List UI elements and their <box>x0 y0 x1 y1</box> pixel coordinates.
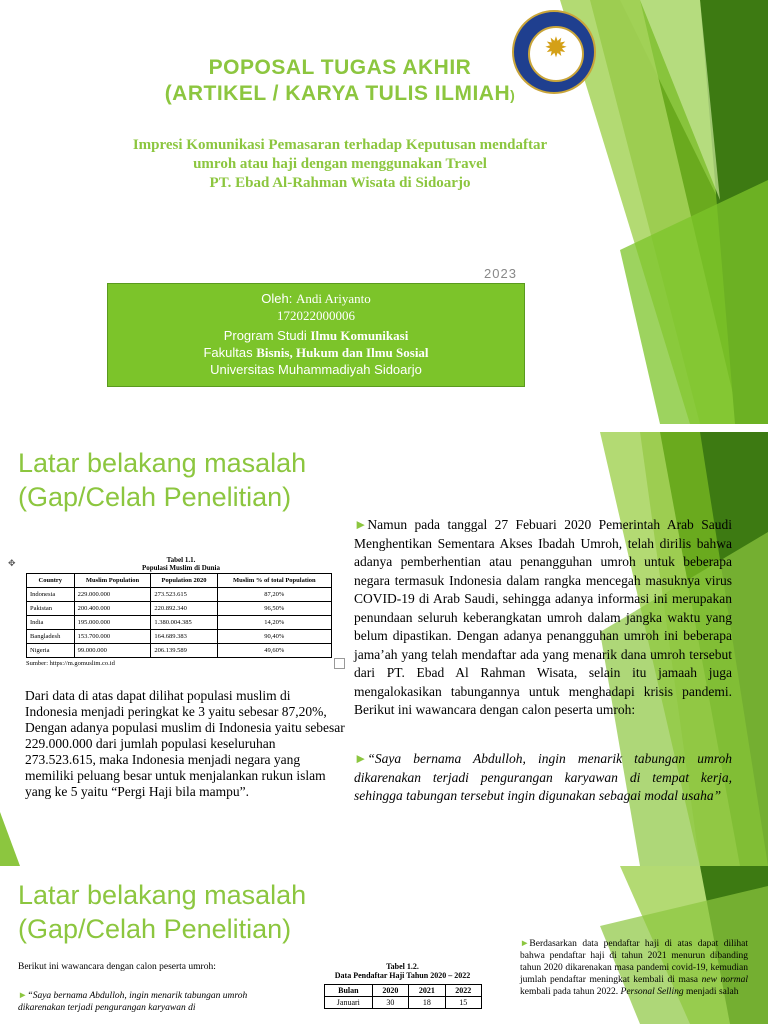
title-slide <box>0 0 768 424</box>
table-row <box>27 588 332 602</box>
slide-heading-line1: Latar belakang masalah <box>18 448 307 478</box>
population-table-block <box>26 556 336 667</box>
table-cell: 87,20% <box>217 588 331 602</box>
table-row <box>27 616 332 630</box>
table-caption: Data Pendaftar Haji Tahun 2020 – 2022 <box>334 971 471 980</box>
table-header-cell: 2021 <box>409 985 445 997</box>
table-header-cell: Country <box>27 574 75 588</box>
background-slide-1 <box>0 432 768 866</box>
subtitle-line2: umroh atau haji dengan menggunakan Travel <box>193 156 487 172</box>
right-paragraph: ►Namun pada tanggal 27 Febuari 2020 Pemerintah Arab Saudi Menghentikan Sementara Akses Ibadah Umroh, telah dirilis bahwa adanya pemberhentian atau penangguhan umroh untuk beberapa negara termasuk Indonesia dalam rangka mencegah masuknya virus COVID-19 di Arab Saudi, sehingga adanya informasi ini merupakan penundaan seluruh keberangkatan umroh dalam jangka waktu yang belum dipastikan. Dengan adanya penangguhan umroh ini beberapa jama’ah yang telah mendaftar ada yang menarik dana umroh tersebut dari PT. Ebad Al Rahman Wisata, selain itu jamaah juga mengalokasikan tabungannya untuk menghadapi krisis pandemi. Berikut ini wawancara dengan calon peserta umroh: <box>354 517 732 717</box>
table-header-cell: Muslim Population <box>74 574 151 588</box>
bullet-arrow-icon: ► <box>354 751 368 766</box>
slide-heading-line2: (Gap/Celah Penelitian) <box>18 914 292 944</box>
table-cell: 200.400.000 <box>74 602 151 616</box>
author-name: Andi Ariyanto <box>295 291 371 306</box>
table-caption: Populasi Muslim di Dunia <box>142 564 220 572</box>
table-title: Tabel 1.2. <box>386 962 419 971</box>
slide-heading-line1: Latar belakang masalah <box>18 880 307 910</box>
table-cell: Pakistan <box>27 602 75 616</box>
bullet-arrow-icon: ► <box>520 939 530 949</box>
left-paragraph: Dari data di atas dapat dilihat populasi muslim di Indonesia menjadi peringkat ke 3 yaitu sebesar 87,20%, Dengan adanya populasi muslim di Indonesia yaitu sebesar 229.000.000 dari jumlah populasi keseluruhan 273.523.615, maka Indonesia menjadi negara yang memiliki peluang besar untuk menjalankan rukun islam yang ke 5 yaitu “Pergi Haji bila mampu”. <box>25 688 345 799</box>
bullet-arrow-icon: ► <box>18 991 28 1001</box>
table-cell: 49,60% <box>217 644 331 658</box>
table-cell: 220.892.340 <box>151 602 217 616</box>
move-handle-icon[interactable]: ✥ <box>8 558 16 568</box>
right-paragraph: ►Berdasarkan data pendaftar haji di atas dapat dilihat bahwa pendaftar haji di tahun 2021 menurun dibanding tahun 2020 dikarenakan masa pandemi covid-19, kemudian jumlah pendaftar meningkat kembali di masa new normal kembali pada tahun 2022. Personal Selling menjadi salah <box>520 939 748 997</box>
prodi-label: Program Studi <box>223 328 307 343</box>
author-info-box <box>107 283 525 387</box>
author-label: Oleh: <box>261 291 293 306</box>
table-header-cell: 2020 <box>372 985 408 997</box>
table-row <box>27 644 332 658</box>
table-cell: Januari <box>325 997 373 1009</box>
table-source: Sumber: https://m.gomuslim.co.id <box>26 660 115 667</box>
table-cell: India <box>27 616 75 630</box>
subtitle-line3: PT. Ebad Al-Rahman Wisata di Sidoarjo <box>209 175 471 191</box>
table-header-cell: Population 2020 <box>151 574 217 588</box>
interview-quote: ►“Saya bernama Abdulloh, ingin menarik tabungan umroh dikarenakan terjadi pengurangan karyawan di tempat kerja, sehingga tabungan tersebut ingin digunakan sebagai modal usaha” <box>354 751 732 803</box>
table-row <box>27 630 332 644</box>
table-cell: 1.380.004.385 <box>151 616 217 630</box>
bullet-arrow-icon: ► <box>354 517 368 532</box>
table-cell: 15 <box>445 997 481 1009</box>
table-title: Tabel 1.1. <box>166 556 196 564</box>
table-row <box>325 997 482 1009</box>
sun-icon: ✹ <box>544 32 568 63</box>
table-header-cell: 2022 <box>445 985 481 997</box>
year-label: 2023 <box>484 266 517 281</box>
prodi-name: Ilmu Komunikasi <box>310 328 409 343</box>
fakultas-name: Bisnis, Hukum dan Ilmu Sosial <box>256 345 429 360</box>
table-cell: 90,40% <box>217 630 331 644</box>
intro-text: Berikut ini wawancara dengan calon peserta umroh: <box>18 962 216 972</box>
table-row <box>27 602 332 616</box>
table-cell: 18 <box>409 997 445 1009</box>
table-cell: Indonesia <box>27 588 75 602</box>
fakultas-label: Fakultas <box>203 345 253 360</box>
table-cell: Bangladesh <box>27 630 75 644</box>
table-header-cell: Muslim % of total Population <box>217 574 331 588</box>
table-cell: 14,20% <box>217 616 331 630</box>
student-id: 172022000006 <box>277 308 355 323</box>
registrant-table <box>324 984 482 1009</box>
population-table <box>26 573 332 658</box>
table-header-cell: Bulan <box>325 985 373 997</box>
table-cell: 229.000.000 <box>74 588 151 602</box>
resize-handle[interactable] <box>334 658 345 669</box>
table-cell: 96,50% <box>217 602 331 616</box>
registrant-table-block <box>320 962 485 1009</box>
table-cell: 195.000.000 <box>74 616 151 630</box>
university-name: Universitas Muhammadiyah Sidoarjo <box>210 362 422 377</box>
table-cell: 206.139.589 <box>151 644 217 658</box>
table-cell: 273.523.615 <box>151 588 217 602</box>
table-cell: 99.000.000 <box>74 644 151 658</box>
slide-heading-line2: (Gap/Celah Penelitian) <box>18 482 292 512</box>
table-cell: Nigeria <box>27 644 75 658</box>
background-slide-2 <box>0 866 768 1024</box>
table-cell: 164.689.383 <box>151 630 217 644</box>
slide-title-line1: POPOSAL TUGAS AKHIR <box>208 56 472 79</box>
table-cell: 153.700.000 <box>74 630 151 644</box>
interview-quote-partial: ►“Saya bernama Abdulloh, ingin menarik tabungan umroh dikarenakan terjadi pengurangan karyawan di <box>18 991 248 1013</box>
subtitle-line1: Impresi Komunikasi Pemasaran terhadap Keputusan mendaftar <box>132 137 548 153</box>
table-cell: 30 <box>372 997 408 1009</box>
slide-title-line2: (ARTIKEL / KARYA TULIS ILMIAH) <box>164 82 516 105</box>
